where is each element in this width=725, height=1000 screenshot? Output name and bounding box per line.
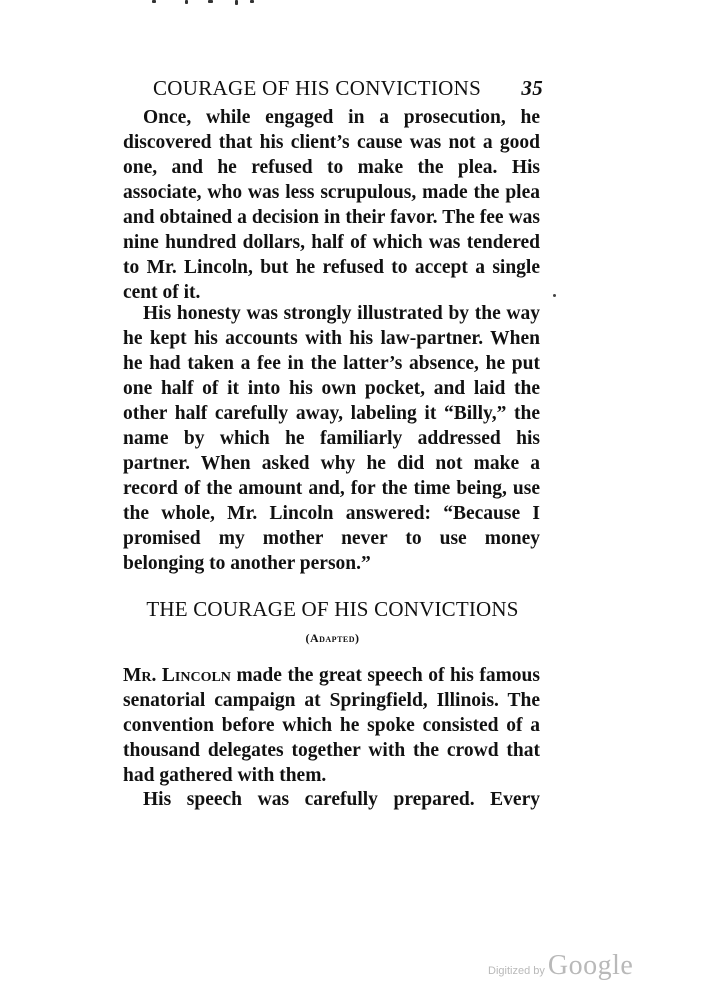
running-title: COURAGE OF HIS CONVICTIONS [153, 76, 482, 100]
paragraph-springfield [123, 663, 540, 788]
top-edge-marks [140, 0, 300, 8]
paragraph-text [123, 663, 540, 788]
digitized-watermark [488, 950, 633, 980]
paragraph-text: Once, while engaged in a prosecution, he discovered that his client’s cause was not a good one, and he refused to make the plea. His associate, who was less scrupulous, made the plea and obtained a decision in their favor. The fee was nine hundred dollars, half of which was tendered to Mr. Lincoln, but he refused to accept a single cent of it. [123, 107, 540, 303]
lead-name: Mr. Lincoln [123, 665, 231, 686]
watermark-prefix: Digitized by [488, 965, 545, 977]
running-head [153, 76, 543, 101]
google-logo: Google [547, 950, 634, 981]
paragraph-text: His speech was carefully prepared. Every [143, 789, 540, 810]
paragraph-speech [123, 787, 540, 812]
section-subheading: (Adapted) [305, 631, 360, 645]
paragraph-text: His honesty was strongly illustrated by the way he kept his accounts with his law-partner. When he had taken a fee in the latter’s absence, he put one half of it into his own pocket, and laid the other half carefully away, labeling it “Billy,” the name by which he familiarly addressed his partner. When asked why he did not make a record of the amount and, for the time being, use the whole, Mr. Lincoln answered: “Because I promised my mother never to use money belonging to another person.” [123, 303, 540, 574]
paragraph-honesty [123, 301, 540, 576]
paragraph-body: made the great speech of his famous senatorial campaign at Springfield, Illinois. The convention before which he spoke consisted of a thousand delegates together with the crowd that had gathered with them. [123, 665, 540, 786]
page-number: 35 [521, 76, 543, 100]
paragraph-prosecution [123, 105, 540, 305]
section-heading: THE COURAGE OF HIS CONVICTIONS [146, 597, 519, 621]
stray-mark [553, 294, 556, 297]
